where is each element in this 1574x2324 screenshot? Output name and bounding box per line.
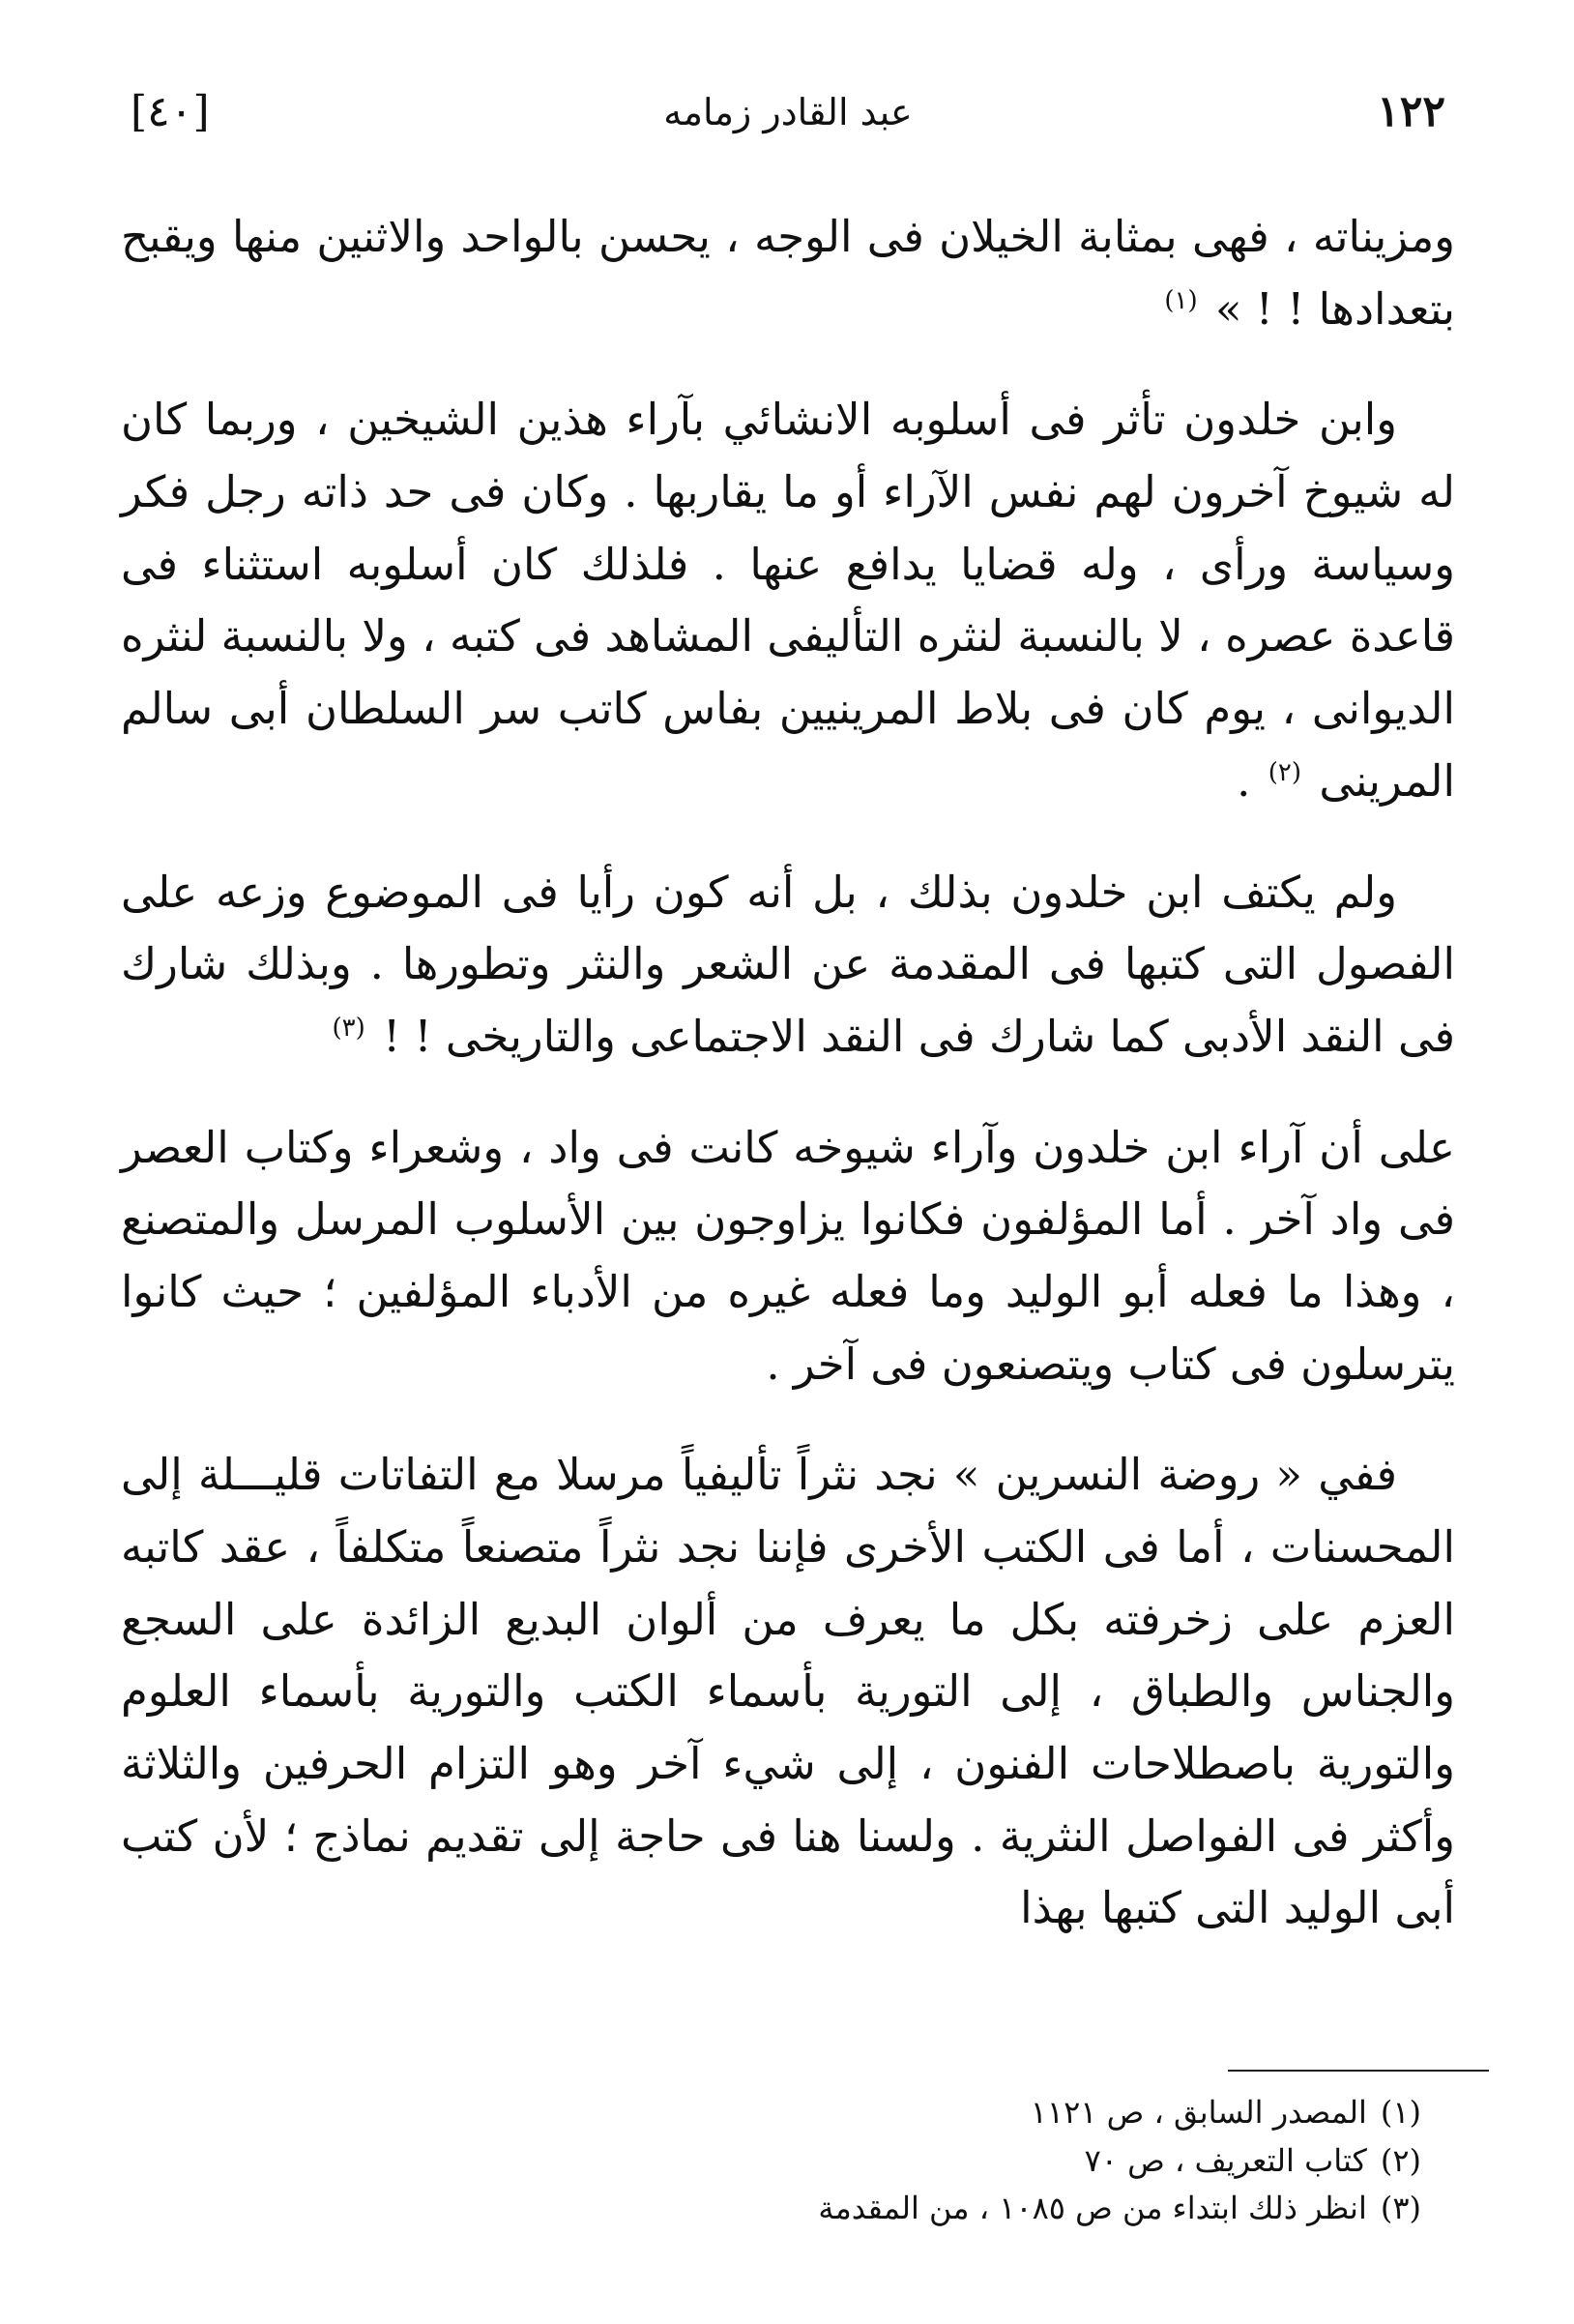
paragraph-text: ومزيناته ، فهى بمثابة الخيلان فى الوجه ، يحسن بالواحد والاثنين منها ويقبح بتعدادها ! ! » bbox=[121, 211, 1455, 335]
body-text bbox=[121, 201, 1455, 1984]
paragraph-trailing: . bbox=[1237, 754, 1265, 807]
paragraph-2 bbox=[121, 384, 1455, 817]
footnote-1 bbox=[503, 2089, 1421, 2137]
footnote-number: (٢) bbox=[1380, 2141, 1421, 2179]
paragraph-text: على أن آراء ابن خلدون وآراء شيوخه كانت فى واد ، وشعراء وكتاب العصر فى واد آخر . أما المؤلفون فكانوا يزاوجون بين الأسلوب المرسل والمتصنع ، وهذا ما فعله أبو الوليد وما فعله غيره من الأدباء المؤلفين ؛ حيث كانوا يترسلون فى كتاب ويتصنعون فى آخر . bbox=[121, 1121, 1455, 1390]
footnote-number: (٣) bbox=[1380, 2190, 1421, 2227]
footnotes bbox=[503, 2089, 1421, 2233]
paragraph-text: وابن خلدون تأثر فى أسلوبه الانشائي بآراء هذين الشيخين ، وربما كان له شيوخ آخرون لهم نفس الآراء أو ما يقاربها . وكان فى حد ذاته رجل فكر وسياسة ورأى ، وله قضايا يدافع عنها . فلذلك كان أسلوبه استثناء فى قاعدة عصره ، لا بالنسبة لنثره التأليفى المشاهد فى كتبه ، ولا بالنسبة لنثره الديوانى ، يوم كان فى بلاط المرينيين بفاس كاتب سر السلطان أبى سالم المرينى bbox=[121, 394, 1455, 807]
footnote-text: المصدر السابق ، ص ١١٢١ bbox=[1030, 2094, 1367, 2131]
paragraph-3 bbox=[121, 857, 1455, 1074]
footnote-number: (١) bbox=[1380, 2094, 1421, 2131]
paragraph-text: ففي « روضة النسرين » نجد نثراً تأليفياً مرسلا مع التفاتات قليـــلة إلى المحسنات ، أما فى الكتب الأخرى فإننا نجد نثراً متصنعاً متكلفاً ، عقد كاتبه العزم على زخرفته بكل ما يعرف من ألوان البديع الزائدة على السجع والجناس والطباق ، إلى التورية بأسماء الكتب والتورية بأسماء العلوم والتورية باصطلاحات الفنون ، إلى شيء آخر وهو التزام الحرفين والثلاثة وأكثر فى الفواصل النثرية . ولسنا هنا فى حاجة إلى تقديم نماذج ؛ لأن كتب أبى الوليد التى كتبها بهذا bbox=[121, 1449, 1455, 1934]
footnote-mark: (١) bbox=[1164, 285, 1198, 315]
footnote-2 bbox=[503, 2137, 1421, 2186]
footnote-3 bbox=[503, 2185, 1421, 2233]
page-number: ١٢٢ bbox=[1377, 87, 1445, 136]
footnote-mark: (٢) bbox=[1268, 757, 1302, 787]
running-title: عبد القادر زمامه bbox=[663, 91, 913, 133]
paragraph-5 bbox=[121, 1439, 1455, 1945]
bracket-page-number: [٤٠] bbox=[131, 87, 210, 136]
footnote-text: انظر ذلك ابتداء من ص ١٠٨٥ ، من المقدمة bbox=[818, 2190, 1367, 2227]
page-header bbox=[131, 77, 1445, 155]
footnote-divider bbox=[1228, 2070, 1489, 2072]
footnote-text: كتاب التعريف ، ص ٧٠ bbox=[1084, 2141, 1367, 2179]
paragraph-text: ولم يكتف ابن خلدون بذلك ، بل أنه كون رأيا فى الموضوع وزعه على الفصول التى كتبها فى المقدمة عن الشعر والنثر وتطورها . وبذلك شارك فى النقد الأدبى كما شارك فى النقد الاجتماعى والتاريخى ! ! bbox=[121, 866, 1455, 1062]
footnote-mark: (٣) bbox=[332, 1013, 365, 1043]
paragraph-4 bbox=[121, 1112, 1455, 1401]
paragraph-1 bbox=[121, 201, 1455, 345]
